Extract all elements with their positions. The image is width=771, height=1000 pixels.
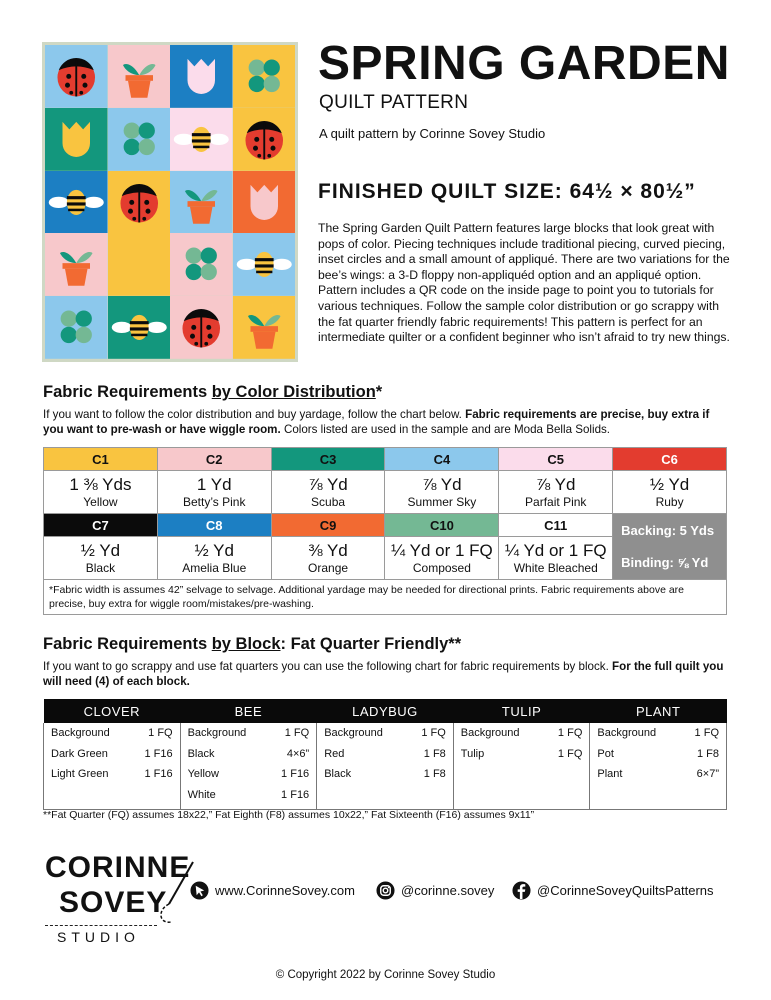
bee-icon bbox=[170, 108, 233, 171]
quilt-block-clover bbox=[108, 108, 171, 171]
fabric-label: Background bbox=[460, 727, 520, 739]
page-subtitle: QUILT PATTERN bbox=[319, 92, 469, 113]
block-fabric-row bbox=[597, 727, 719, 748]
block-requirements-table bbox=[43, 699, 727, 810]
fabric-label: Background bbox=[187, 727, 247, 739]
binding-amount: Binding: ⅝ Yd bbox=[621, 554, 709, 570]
quilt-block-bee bbox=[45, 171, 108, 234]
block-fabric-row bbox=[461, 727, 583, 748]
fabric-amount: 1 F8 bbox=[696, 747, 719, 760]
yardage: ½ Yd bbox=[80, 541, 121, 560]
block-footnote: **Fat Quarter (FQ) assumes 18x22,” Fat Eighth (F8) assumes 10x22,” Fat Sixteenth (F16) assumes 9x11” bbox=[43, 809, 535, 821]
block-fabric-row bbox=[51, 768, 173, 789]
fabric-label: Black bbox=[324, 768, 352, 780]
color-name: Black bbox=[85, 561, 116, 575]
fabric-amount: 1 F16 bbox=[281, 788, 310, 801]
color-name: White Bleached bbox=[513, 561, 598, 575]
fabric-label: Background bbox=[324, 727, 383, 739]
fabric-amount: 1 FQ bbox=[694, 727, 719, 739]
yardage: ½ Yd bbox=[649, 475, 690, 494]
quilt-block-ladybug bbox=[45, 45, 108, 108]
description: The Spring Garden Quilt Pattern features large blocks that look great with pops of color. Piecing techniques include traditional piecing, curved piecing, inset circles and a small amount of appliqué. There are two variations for the bee’s wings: a 3-D floppy non-appliquéd option and an appliqué option. Pattern includes a QR code on the inside page to point you to tutorials for various techniques. Follow the sample color distribution or go scrappy with the fat quarter friendly fabric requirements! This pattern is perfect for an intermediate quilter or a confident beginner who isn’t afraid to try new things. bbox=[318, 221, 730, 345]
block-header-tulip: TULIP bbox=[453, 699, 590, 723]
fabric-amount: 1 F16 bbox=[144, 747, 173, 760]
instagram-icon bbox=[376, 881, 395, 900]
backing-amount: Backing: 5 Yds bbox=[621, 522, 715, 538]
color-section-intro: If you want to follow the color distribution and buy yardage, follow the chart below. Fabric requirements are precise, buy extra if you want to pre-wash or have wiggle room. Colors listed are used in the sample and are Moda Bella Solids. bbox=[43, 408, 710, 436]
block-fabric-row bbox=[51, 748, 173, 769]
facebook-link[interactable] bbox=[512, 881, 714, 900]
tulip-icon bbox=[45, 108, 108, 171]
quilt-block-plant bbox=[45, 233, 108, 296]
instagram-text: @corinne.sovey bbox=[401, 883, 495, 898]
color-code-c3: C3 bbox=[271, 448, 385, 471]
fabric-label: White bbox=[187, 788, 216, 801]
color-code-c11: C11 bbox=[499, 514, 613, 537]
fabric-label: Pot bbox=[597, 747, 614, 760]
color-section-heading: Fabric Requirements by Color Distribution* bbox=[43, 383, 383, 401]
ladybug-icon bbox=[233, 108, 296, 171]
finished-size: FINISHED QUILT SIZE: 64½ × 80½” bbox=[318, 180, 696, 203]
block-section-intro: If you want to go scrappy and use fat quarters you can use the following chart for fabric requirements by block. For the full quilt you will need (4) of each block. bbox=[43, 660, 724, 688]
color-name: Summer Sky bbox=[407, 495, 477, 509]
quilt-block-clover bbox=[233, 45, 296, 108]
block-header-bee: BEE bbox=[180, 699, 317, 723]
block-fabric-row bbox=[597, 768, 719, 789]
quilt-block-bee bbox=[170, 108, 233, 171]
block-fabric-row bbox=[188, 748, 310, 769]
fabric-label: Dark Green bbox=[51, 747, 108, 760]
color-name: Orange bbox=[308, 561, 349, 575]
fabric-label: Tulip bbox=[460, 747, 485, 760]
quilt-block-plant bbox=[108, 45, 171, 108]
fabric-amount: 1 F8 bbox=[423, 768, 446, 780]
bee-icon bbox=[108, 296, 171, 359]
block-header-ladybug: LADYBUG bbox=[317, 699, 454, 723]
color-code-c8: C8 bbox=[157, 514, 271, 537]
fabric-label: Background bbox=[597, 727, 657, 739]
fabric-label: Background bbox=[51, 727, 110, 739]
color-code-c4: C4 bbox=[385, 448, 499, 471]
plant-icon bbox=[233, 296, 296, 359]
quilt-block-plant bbox=[170, 171, 233, 234]
color-code-c6: C6 bbox=[613, 448, 727, 471]
color-name: Scuba bbox=[311, 495, 346, 509]
block-fabric-row bbox=[324, 748, 446, 769]
fabric-label: Red bbox=[324, 747, 345, 760]
yardage: ⅞ Yd bbox=[536, 475, 576, 494]
fabric-amount: 1 FQ bbox=[557, 747, 583, 760]
color-code-c9: C9 bbox=[271, 514, 385, 537]
color-name: Parfait Pink bbox=[525, 495, 587, 509]
yardage: ¼ Yd or 1 FQ bbox=[504, 541, 607, 560]
fabric-amount: 1 FQ bbox=[421, 727, 446, 739]
quilt-block-tulip bbox=[170, 45, 233, 108]
color-distribution-table bbox=[43, 447, 727, 615]
block-fabric-row bbox=[188, 789, 310, 810]
color-name: Amelia Blue bbox=[182, 561, 247, 575]
fabric-amount: 1 F16 bbox=[144, 768, 173, 780]
clover-icon bbox=[45, 296, 108, 359]
block-fabric-row bbox=[324, 768, 446, 789]
block-fabric-row bbox=[188, 768, 310, 789]
yardage: ⅜ Yd bbox=[308, 541, 348, 560]
quilt-block-ladybug bbox=[233, 108, 296, 171]
tulip-icon bbox=[170, 45, 233, 108]
logo-line-2: SOVEY bbox=[59, 886, 168, 919]
block-fabric-list bbox=[317, 723, 454, 810]
fabric-amount: 4×6” bbox=[286, 747, 310, 760]
page-title: SPRING GARDEN bbox=[318, 37, 730, 90]
color-code-c10: C10 bbox=[385, 514, 499, 537]
color-amount-cell bbox=[44, 471, 158, 514]
quilt-block-clover bbox=[45, 296, 108, 359]
clover-icon bbox=[233, 45, 296, 108]
fabric-amount: 1 FQ bbox=[557, 727, 583, 739]
color-code-c7: C7 bbox=[44, 514, 158, 537]
website-text: www.CorinneSovey.com bbox=[215, 883, 355, 898]
tulip-icon bbox=[233, 171, 296, 234]
block-fabric-row bbox=[324, 727, 446, 748]
color-name: Ruby bbox=[655, 495, 684, 509]
quilt-block-tulip bbox=[233, 171, 296, 234]
logo-divider bbox=[45, 925, 157, 926]
yardage: ¼ Yd or 1 FQ bbox=[391, 541, 493, 560]
logo-line-3: STUDIO bbox=[57, 929, 140, 945]
clover-icon bbox=[170, 233, 233, 296]
yardage: ⅞ Yd bbox=[308, 475, 348, 494]
fabric-label: Light Green bbox=[51, 768, 109, 780]
color-code-c2: C2 bbox=[157, 448, 271, 471]
yardage: 1 Yd bbox=[196, 475, 232, 494]
color-code-c5: C5 bbox=[499, 448, 613, 471]
color-table-note: *Fabric width is assumes 42” selvage to selvage. Additional yardage may be needed for directional prints. Fabric requirements above are precise, buy extra for wiggle room/mistakes/pre-washing. bbox=[44, 580, 727, 615]
block-fabric-row bbox=[461, 748, 583, 769]
copyright: © Copyright 2022 by Corinne Sovey Studio bbox=[275, 969, 496, 981]
quilt-block-clover bbox=[170, 233, 233, 296]
fabric-amount: 1 FQ bbox=[284, 727, 310, 739]
fabric-amount: 6×7” bbox=[696, 768, 719, 780]
ladybug-icon bbox=[170, 296, 233, 359]
fabric-label: Plant bbox=[597, 768, 623, 780]
color-amount-cell bbox=[157, 471, 271, 514]
color-amount-cell bbox=[157, 537, 271, 580]
website-link[interactable] bbox=[190, 881, 355, 900]
quilt-block-bee bbox=[233, 233, 296, 296]
byline: A quilt pattern by Corinne Sovey Studio bbox=[319, 126, 546, 141]
ladybug-icon bbox=[45, 45, 108, 108]
block-fabric-list bbox=[180, 723, 317, 810]
quilt-block-plant bbox=[233, 296, 296, 359]
instagram-link[interactable] bbox=[376, 881, 494, 900]
color-amount-cell bbox=[385, 471, 499, 514]
block-header-clover: CLOVER bbox=[44, 699, 181, 723]
plant-icon bbox=[45, 233, 108, 296]
fabric-label: Yellow bbox=[187, 768, 219, 780]
fabric-amount: 1 F16 bbox=[281, 768, 310, 780]
color-amount-cell bbox=[499, 471, 613, 514]
block-fabric-list bbox=[44, 723, 181, 810]
block-fabric-row bbox=[188, 727, 310, 748]
color-amount-cell bbox=[271, 471, 385, 514]
color-name: Composed bbox=[412, 561, 471, 575]
color-amount-cell bbox=[385, 537, 499, 580]
fabric-amount: 1 FQ bbox=[148, 727, 173, 739]
block-section-heading: Fabric Requirements by Block: Fat Quarter Friendly** bbox=[43, 635, 462, 653]
bee-icon bbox=[45, 171, 108, 234]
studio-logo bbox=[45, 852, 195, 952]
backing-binding-cell bbox=[613, 514, 727, 580]
cursor-icon bbox=[190, 881, 209, 900]
block-fabric-list bbox=[590, 723, 727, 810]
facebook-icon bbox=[512, 881, 531, 900]
plant-icon bbox=[108, 45, 171, 108]
color-amount-cell bbox=[44, 537, 158, 580]
quilt-block-ladybug bbox=[170, 296, 233, 359]
yardage: 1 ⅜ Yds bbox=[69, 475, 132, 494]
block-fabric-row bbox=[51, 727, 173, 748]
quilt-block-bee bbox=[108, 296, 171, 359]
quilt-block-tulip bbox=[45, 108, 108, 171]
yardage: ½ Yd bbox=[194, 541, 234, 560]
clover-icon bbox=[108, 108, 171, 171]
color-name: Betty’s Pink bbox=[183, 495, 246, 509]
bee-icon bbox=[233, 233, 296, 296]
plant-icon bbox=[170, 171, 233, 234]
color-code-c1: C1 bbox=[44, 448, 158, 471]
color-amount-cell bbox=[613, 471, 727, 514]
color-name: Yellow bbox=[83, 495, 118, 509]
logo-line-1: CORINNE bbox=[45, 851, 191, 884]
color-amount-cell bbox=[499, 537, 613, 580]
quilt-block-ladybug bbox=[108, 171, 171, 234]
quilt-illustration bbox=[42, 42, 298, 362]
fabric-amount: 1 F8 bbox=[423, 747, 446, 760]
fabric-label: Black bbox=[187, 747, 215, 760]
color-amount-cell bbox=[271, 537, 385, 580]
facebook-text: @CorinneSoveyQuiltsPatterns bbox=[537, 883, 714, 898]
ladybug-icon bbox=[108, 171, 171, 234]
block-fabric-row bbox=[597, 748, 719, 769]
block-fabric-list bbox=[453, 723, 590, 810]
yardage: ⅞ Yd bbox=[422, 475, 462, 494]
block-header-plant: PLANT bbox=[590, 699, 727, 723]
tulip-icon bbox=[108, 233, 171, 296]
quilt-block-tulip bbox=[108, 233, 171, 296]
